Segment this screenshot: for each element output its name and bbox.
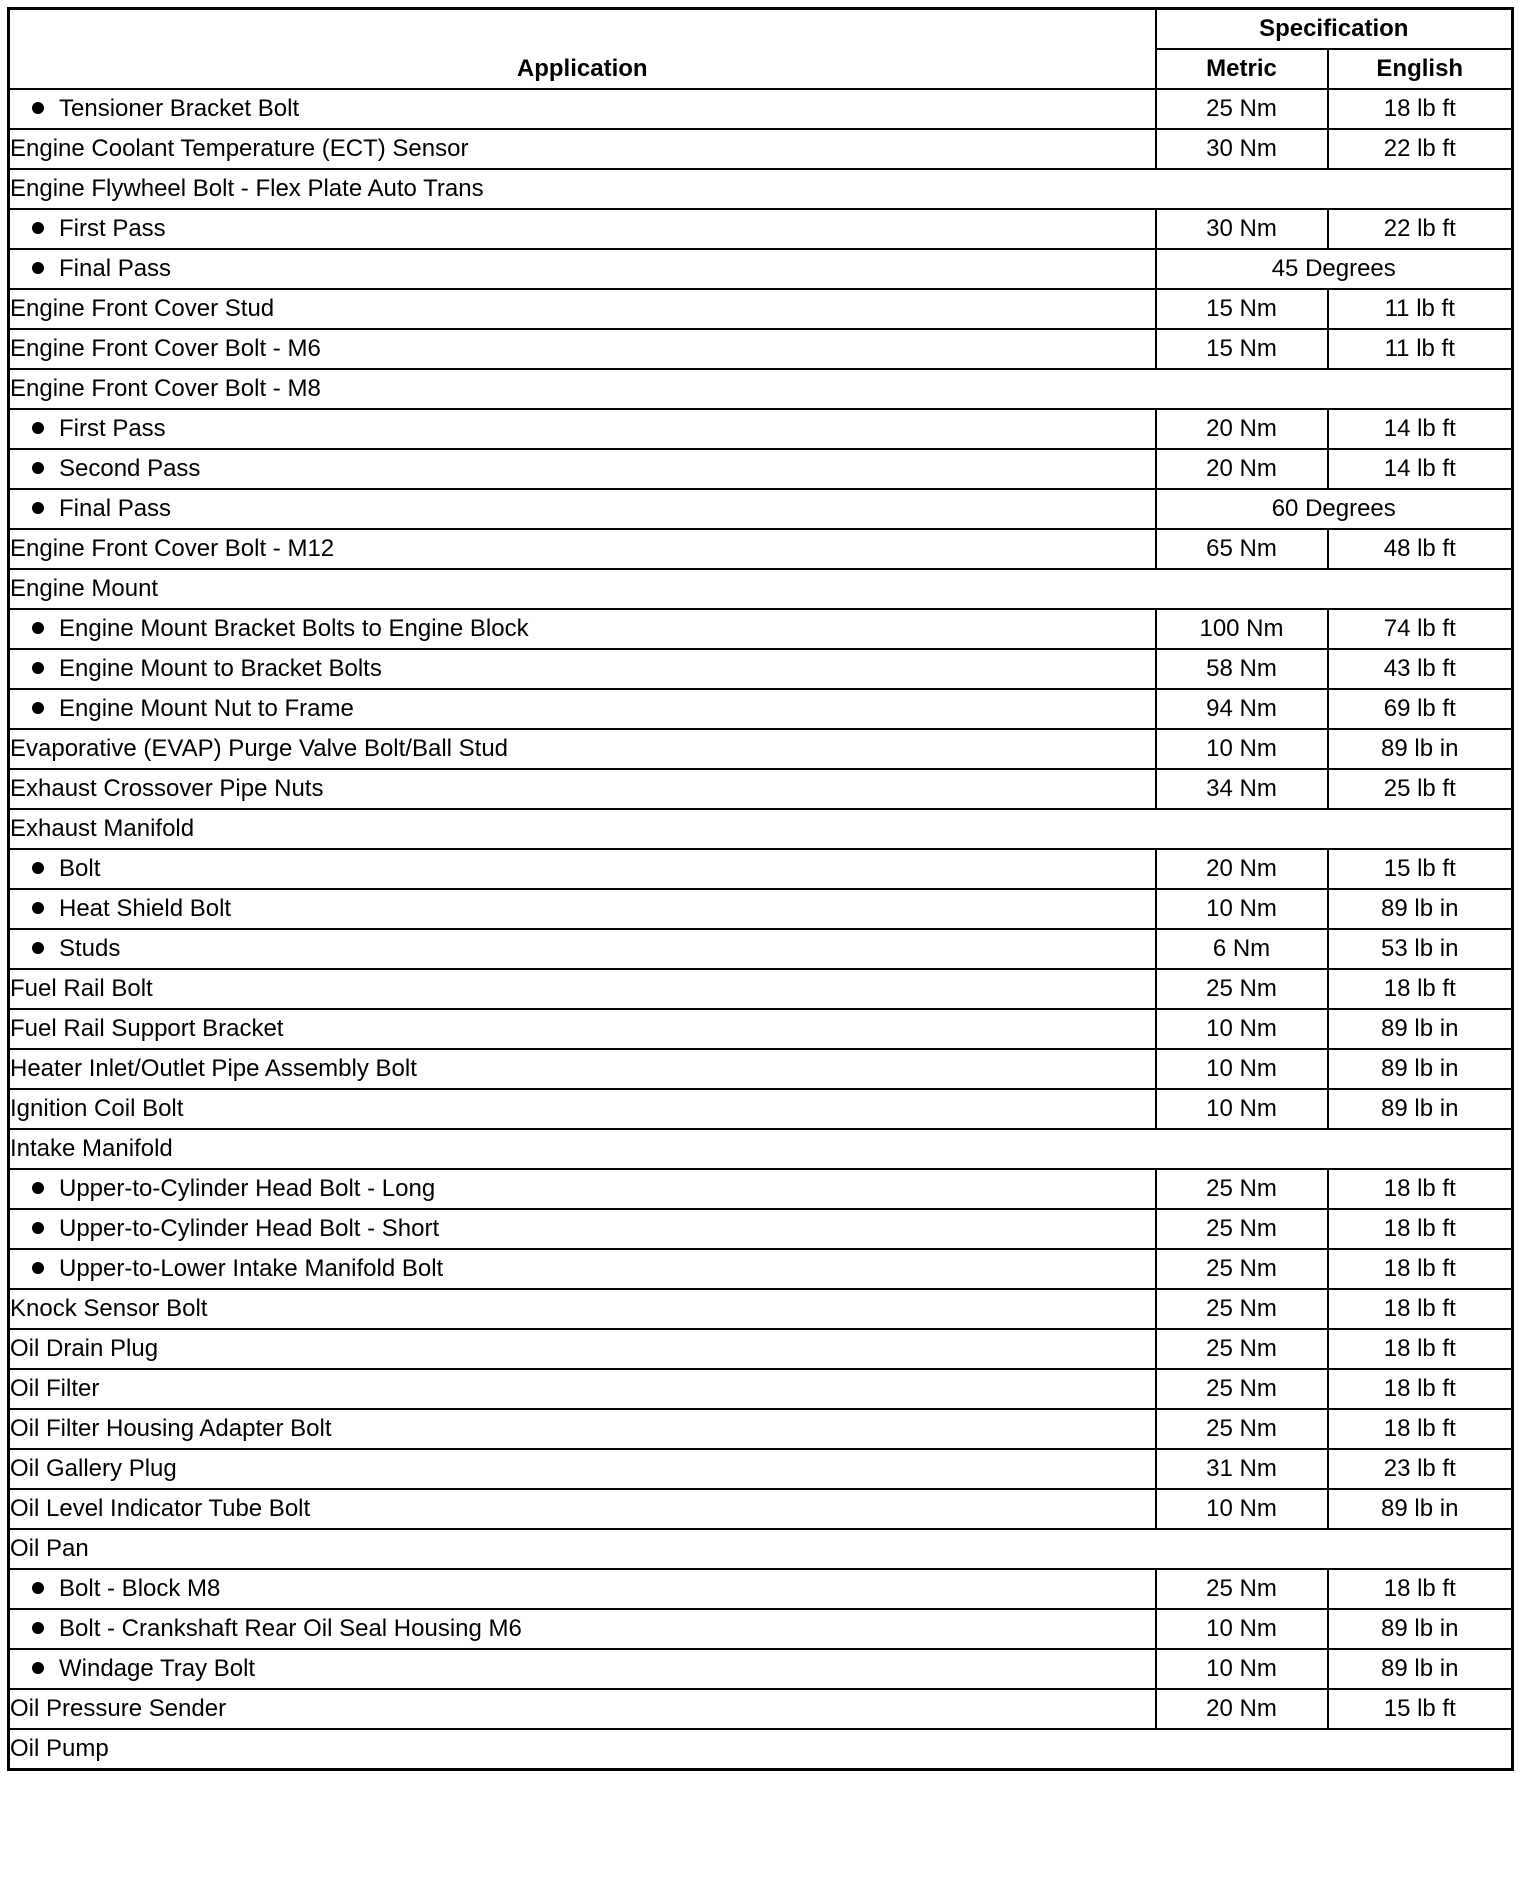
application-label: Windage Tray Bolt [59,1655,256,1682]
table-row [9,1169,1513,1209]
application-label: Tensioner Bracket Bolt [59,95,300,122]
english-cell: 69 lb ft [1328,689,1513,729]
application-cell [9,569,1513,609]
column-header-application: Application [9,9,1156,90]
application-cell [9,849,1156,889]
table-row [9,1289,1513,1329]
table-row [9,1209,1513,1249]
application-label: Engine Mount Bracket Bolts to Engine Block [59,615,529,642]
application-cell [9,1129,1513,1169]
english-cell: 89 lb in [1328,1049,1513,1089]
english-cell: 18 lb ft [1328,1169,1513,1209]
application-cell [9,1289,1156,1329]
application-label: Studs [59,935,121,962]
table-row [9,409,1513,449]
application-label: Heater Inlet/Outlet Pipe Assembly Bolt [10,1055,417,1082]
english-cell: 15 lb ft [1328,849,1513,889]
english-cell: 89 lb in [1328,1609,1513,1649]
table-row [9,1649,1513,1689]
application-cell [9,369,1513,409]
english-cell: 18 lb ft [1328,1249,1513,1289]
table-row [9,1609,1513,1649]
metric-cell: 6 Nm [1156,929,1328,969]
table-row [9,1129,1513,1169]
table-row [9,129,1513,169]
application-label: Engine Front Cover Bolt - M6 [10,335,321,362]
english-cell: 18 lb ft [1328,1569,1513,1609]
torque-spec-table [7,7,1514,1771]
application-cell [9,809,1513,849]
application-cell [9,689,1156,729]
metric-cell: 94 Nm [1156,689,1328,729]
table-row [9,329,1513,369]
application-label: Engine Front Cover Stud [10,295,275,322]
table-row [9,1689,1513,1729]
metric-cell: 10 Nm [1156,1649,1328,1689]
application-label: Engine Coolant Temperature (ECT) Sensor [10,135,469,162]
english-cell: 11 lb ft [1328,329,1513,369]
application-label: Engine Flywheel Bolt - Flex Plate Auto Trans [10,175,484,202]
metric-cell: 10 Nm [1156,889,1328,929]
metric-cell: 30 Nm [1156,209,1328,249]
metric-cell: 100 Nm [1156,609,1328,649]
application-cell [9,1489,1156,1529]
english-cell: 22 lb ft [1328,129,1513,169]
metric-cell: 58 Nm [1156,649,1328,689]
application-label: Second Pass [59,455,201,482]
bullet-icon [32,622,44,634]
metric-cell: 25 Nm [1156,89,1328,129]
application-label: Evaporative (EVAP) Purge Valve Bolt/Ball Stud [10,735,509,762]
application-label: Oil Drain Plug [10,1335,159,1362]
application-cell [9,1609,1156,1649]
table-row [9,529,1513,569]
table-row [9,1409,1513,1449]
table-row [9,809,1513,849]
application-cell [9,489,1156,529]
table-row [9,1249,1513,1289]
english-cell: 18 lb ft [1328,89,1513,129]
bullet-icon [32,1582,44,1594]
metric-cell: 20 Nm [1156,409,1328,449]
english-cell: 89 lb in [1328,729,1513,769]
metric-cell: 30 Nm [1156,129,1328,169]
english-cell: 74 lb ft [1328,609,1513,649]
metric-cell: 20 Nm [1156,849,1328,889]
table-row [9,89,1513,129]
application-label: Intake Manifold [10,1135,173,1162]
table-row [9,209,1513,249]
application-cell [9,889,1156,929]
application-label: Fuel Rail Bolt [10,975,153,1002]
application-cell [9,1689,1156,1729]
table-row [9,1569,1513,1609]
bullet-icon [32,662,44,674]
table-row [9,769,1513,809]
application-label: First Pass [59,215,166,242]
english-cell: 18 lb ft [1328,1369,1513,1409]
metric-cell: 31 Nm [1156,1449,1328,1489]
english-cell: 14 lb ft [1328,449,1513,489]
column-header-specification: Specification [1156,9,1513,50]
metric-cell: 10 Nm [1156,1489,1328,1529]
application-cell [9,409,1156,449]
english-cell: 18 lb ft [1328,1329,1513,1369]
application-cell [9,1409,1156,1449]
table-row [9,289,1513,329]
table-row [9,729,1513,769]
application-cell [9,1249,1156,1289]
english-cell: 89 lb in [1328,889,1513,929]
bullet-icon [32,942,44,954]
english-cell: 23 lb ft [1328,1449,1513,1489]
metric-cell: 20 Nm [1156,1689,1328,1729]
bullet-icon [32,262,44,274]
metric-cell: 15 Nm [1156,329,1328,369]
application-cell [9,1449,1156,1489]
application-cell [9,329,1156,369]
english-cell: 48 lb ft [1328,529,1513,569]
application-cell [9,1369,1156,1409]
bullet-icon [32,1262,44,1274]
table-row [9,449,1513,489]
table-row [9,569,1513,609]
application-label: Engine Mount to Bracket Bolts [59,655,382,682]
application-label: Bolt - Block M8 [59,1575,221,1602]
application-label: Bolt - Crankshaft Rear Oil Seal Housing M6 [59,1615,522,1642]
application-label: Final Pass [59,255,172,282]
application-cell [9,1649,1156,1689]
application-cell [9,1209,1156,1249]
application-label: First Pass [59,415,166,442]
metric-cell: 25 Nm [1156,1169,1328,1209]
bullet-icon [32,222,44,234]
application-cell [9,249,1156,289]
metric-cell: 20 Nm [1156,449,1328,489]
english-cell: 18 lb ft [1328,1209,1513,1249]
application-label: Engine Mount [10,575,159,602]
column-header-english: English [1328,49,1513,89]
table-row [9,849,1513,889]
metric-cell: 10 Nm [1156,1089,1328,1129]
application-cell [9,1729,1513,1770]
english-cell: 11 lb ft [1328,289,1513,329]
table-header [9,9,1513,90]
application-cell [9,969,1156,1009]
bullet-icon [32,702,44,714]
table-row [9,609,1513,649]
english-cell: 89 lb in [1328,1489,1513,1529]
english-cell: 53 lb in [1328,929,1513,969]
metric-cell: 10 Nm [1156,1049,1328,1089]
metric-cell: 25 Nm [1156,1409,1328,1449]
application-cell [9,1009,1156,1049]
table-row [9,369,1513,409]
application-label: Upper-to-Lower Intake Manifold Bolt [59,1255,444,1282]
application-label: Exhaust Manifold [10,815,195,842]
application-cell [9,1089,1156,1129]
application-label: Oil Filter [10,1375,100,1402]
english-cell: 89 lb in [1328,1009,1513,1049]
metric-cell: 25 Nm [1156,969,1328,1009]
application-label: Oil Filter Housing Adapter Bolt [10,1415,332,1442]
application-label: Bolt [59,855,101,882]
table-row [9,929,1513,969]
english-cell: 18 lb ft [1328,1289,1513,1329]
table-row [9,169,1513,209]
metric-cell: 34 Nm [1156,769,1328,809]
metric-cell: 10 Nm [1156,729,1328,769]
bullet-icon [32,1622,44,1634]
application-label: Oil Level Indicator Tube Bolt [10,1495,311,1522]
english-cell: 89 lb in [1328,1089,1513,1129]
application-cell [9,1329,1156,1369]
application-label: Oil Pressure Sender [10,1695,227,1722]
application-cell [9,1569,1156,1609]
bullet-icon [32,1182,44,1194]
application-label: Ignition Coil Bolt [10,1095,184,1122]
metric-cell: 25 Nm [1156,1569,1328,1609]
english-cell: 25 lb ft [1328,769,1513,809]
english-cell: 15 lb ft [1328,1689,1513,1729]
application-cell [9,1049,1156,1089]
application-cell [9,209,1156,249]
table-row [9,1449,1513,1489]
bullet-icon [32,862,44,874]
metric-cell: 15 Nm [1156,289,1328,329]
application-cell [9,449,1156,489]
metric-cell: 10 Nm [1156,1609,1328,1649]
table-row [9,1729,1513,1770]
metric-cell: 25 Nm [1156,1369,1328,1409]
bullet-icon [32,902,44,914]
table-row [9,889,1513,929]
application-cell [9,129,1156,169]
application-label: Heat Shield Bolt [59,895,232,922]
application-label: Oil Gallery Plug [10,1455,177,1482]
table-row [9,689,1513,729]
bullet-icon [32,1222,44,1234]
metric-cell: 25 Nm [1156,1289,1328,1329]
application-cell [9,769,1156,809]
column-header-metric: Metric [1156,49,1328,89]
table-row [9,1049,1513,1089]
application-cell [9,289,1156,329]
metric-cell: 10 Nm [1156,1009,1328,1049]
application-label: Fuel Rail Support Bracket [10,1015,284,1042]
application-label: Oil Pump [10,1735,109,1762]
application-label: Knock Sensor Bolt [10,1295,208,1322]
bullet-icon [32,1662,44,1674]
application-cell [9,169,1513,209]
application-label: Engine Mount Nut to Frame [59,695,354,722]
application-cell [9,1529,1513,1569]
english-cell: 22 lb ft [1328,209,1513,249]
english-cell: 43 lb ft [1328,649,1513,689]
application-label: Engine Front Cover Bolt - M8 [10,375,321,402]
application-label: Exhaust Crossover Pipe Nuts [10,775,324,802]
bullet-icon [32,102,44,114]
metric-cell: 65 Nm [1156,529,1328,569]
application-label: Upper-to-Cylinder Head Bolt - Short [59,1215,440,1242]
application-label: Oil Pan [10,1535,89,1562]
table-row [9,1369,1513,1409]
table-row [9,249,1513,289]
table-row [9,1489,1513,1529]
table-row [9,1089,1513,1129]
application-cell [9,1169,1156,1209]
application-cell [9,649,1156,689]
application-label: Upper-to-Cylinder Head Bolt - Long [59,1175,436,1202]
specification-cell: 60 Degrees [1156,489,1513,529]
table-body [9,89,1513,1770]
application-cell [9,529,1156,569]
application-label: Final Pass [59,495,172,522]
bullet-icon [32,502,44,514]
application-cell [9,609,1156,649]
bullet-icon [32,422,44,434]
table-row [9,1529,1513,1569]
table-row [9,1009,1513,1049]
application-cell [9,729,1156,769]
application-label: Engine Front Cover Bolt - M12 [10,535,335,562]
english-cell: 89 lb in [1328,1649,1513,1689]
application-cell [9,929,1156,969]
specification-cell: 45 Degrees [1156,249,1513,289]
bullet-icon [32,462,44,474]
metric-cell: 25 Nm [1156,1209,1328,1249]
table-row [9,1329,1513,1369]
english-cell: 18 lb ft [1328,969,1513,1009]
metric-cell: 25 Nm [1156,1249,1328,1289]
table-row [9,489,1513,529]
english-cell: 14 lb ft [1328,409,1513,449]
table-row [9,969,1513,1009]
metric-cell: 25 Nm [1156,1329,1328,1369]
application-cell [9,89,1156,129]
english-cell: 18 lb ft [1328,1409,1513,1449]
table-row [9,649,1513,689]
